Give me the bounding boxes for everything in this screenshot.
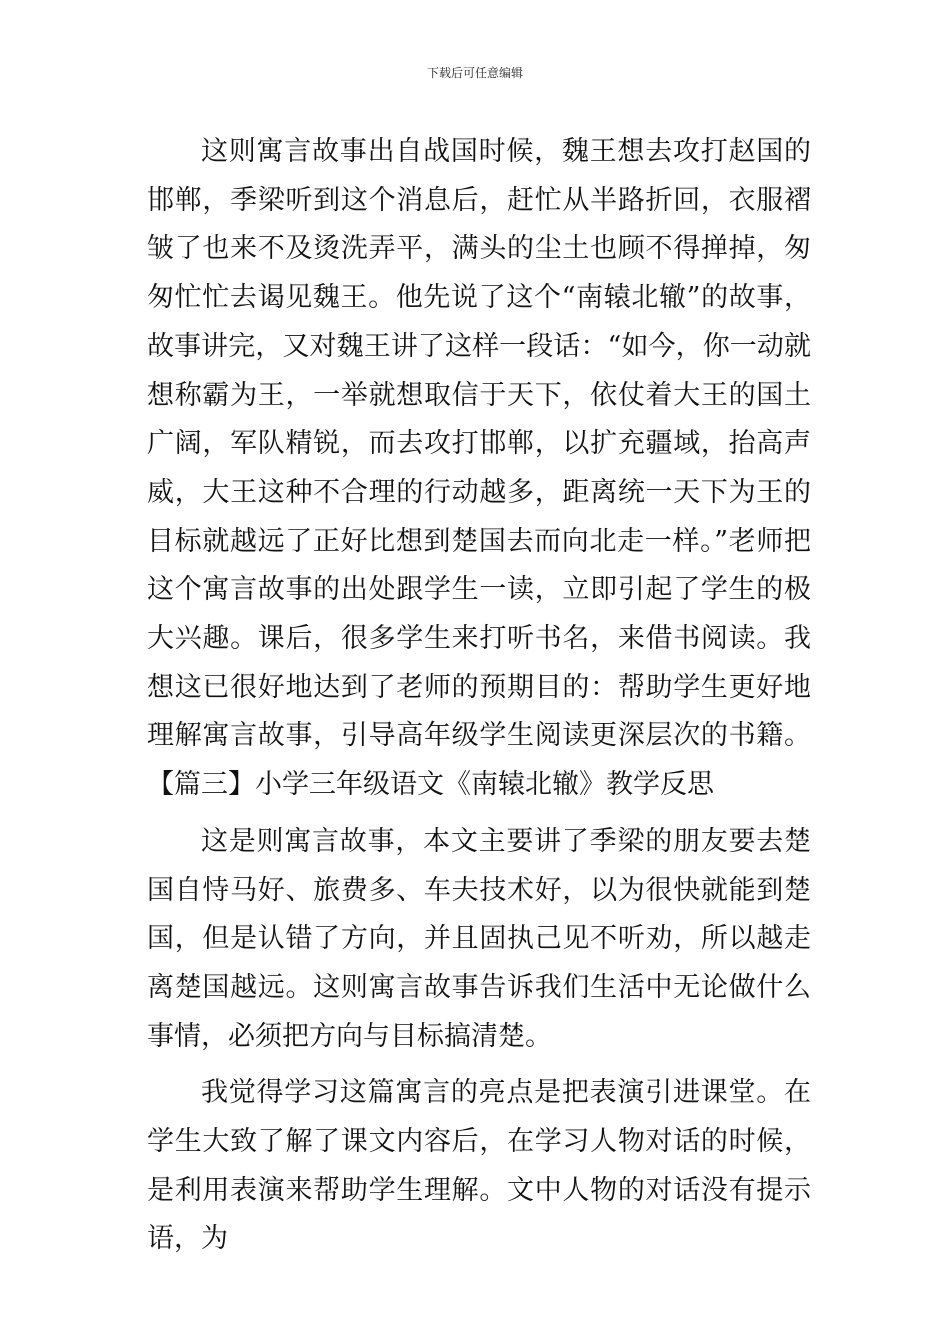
paragraph: 我觉得学习这篇寓言的亮点是把表演引进课堂。在学生大致了解了课文内容后，在学习人物对话的时候，是利用表演来帮助学生理解。文中人物的对话没有提示语，为 [147, 1077, 811, 1255]
body-text [147, 128, 811, 1264]
paragraph: 这是则寓言故事，本文主要讲了季梁的朋友要去楚国自恃马好、旅费多、车夫技术好，以为很快就能到楚国，但是认错了方向，并且固执己见不听劝，所以越走离楚国越远。这则寓言故事告诉我们生活中无论做什么事情，必须把方向与目标搞清楚。 [147, 825, 811, 1052]
paragraph: 这则寓言故事出自战国时候，魏王想去攻打赵国的邯郸，季梁听到这个消息后，赶忙从半路折回，衣服褶皱了也来不及烫洗弄平，满头的尘土也顾不得掸掉，匆匆忙忙去谒见魏王。他先说了这个“南辕北辙”的故事，故事讲完，又对魏王讲了这样一段话：“如今，你一动就想称霸为王，一举就想取信于天下，依仗着大王的国土广阔，军队精锐，而去攻打邯郸，以扩充疆域，抬高声威，大王这种不合理的行动越多，距离统一天下为王的目标就越远了正好比想到楚国去而向北走一样。”老师把这个寓言故事的出处跟学生一读，立即引起了学生的极大兴趣。课后，很多学生来打听书名，来借书阅读。我想这已很好地达到了老师的预期目的：帮助学生更好地理解寓言故事，引导高年级学生阅读更深层次的书籍。【篇三】小学三年级语文《南辕北辙》教学反思 [147, 136, 811, 801]
page-header: 下载后可任意编辑 [426, 66, 523, 80]
